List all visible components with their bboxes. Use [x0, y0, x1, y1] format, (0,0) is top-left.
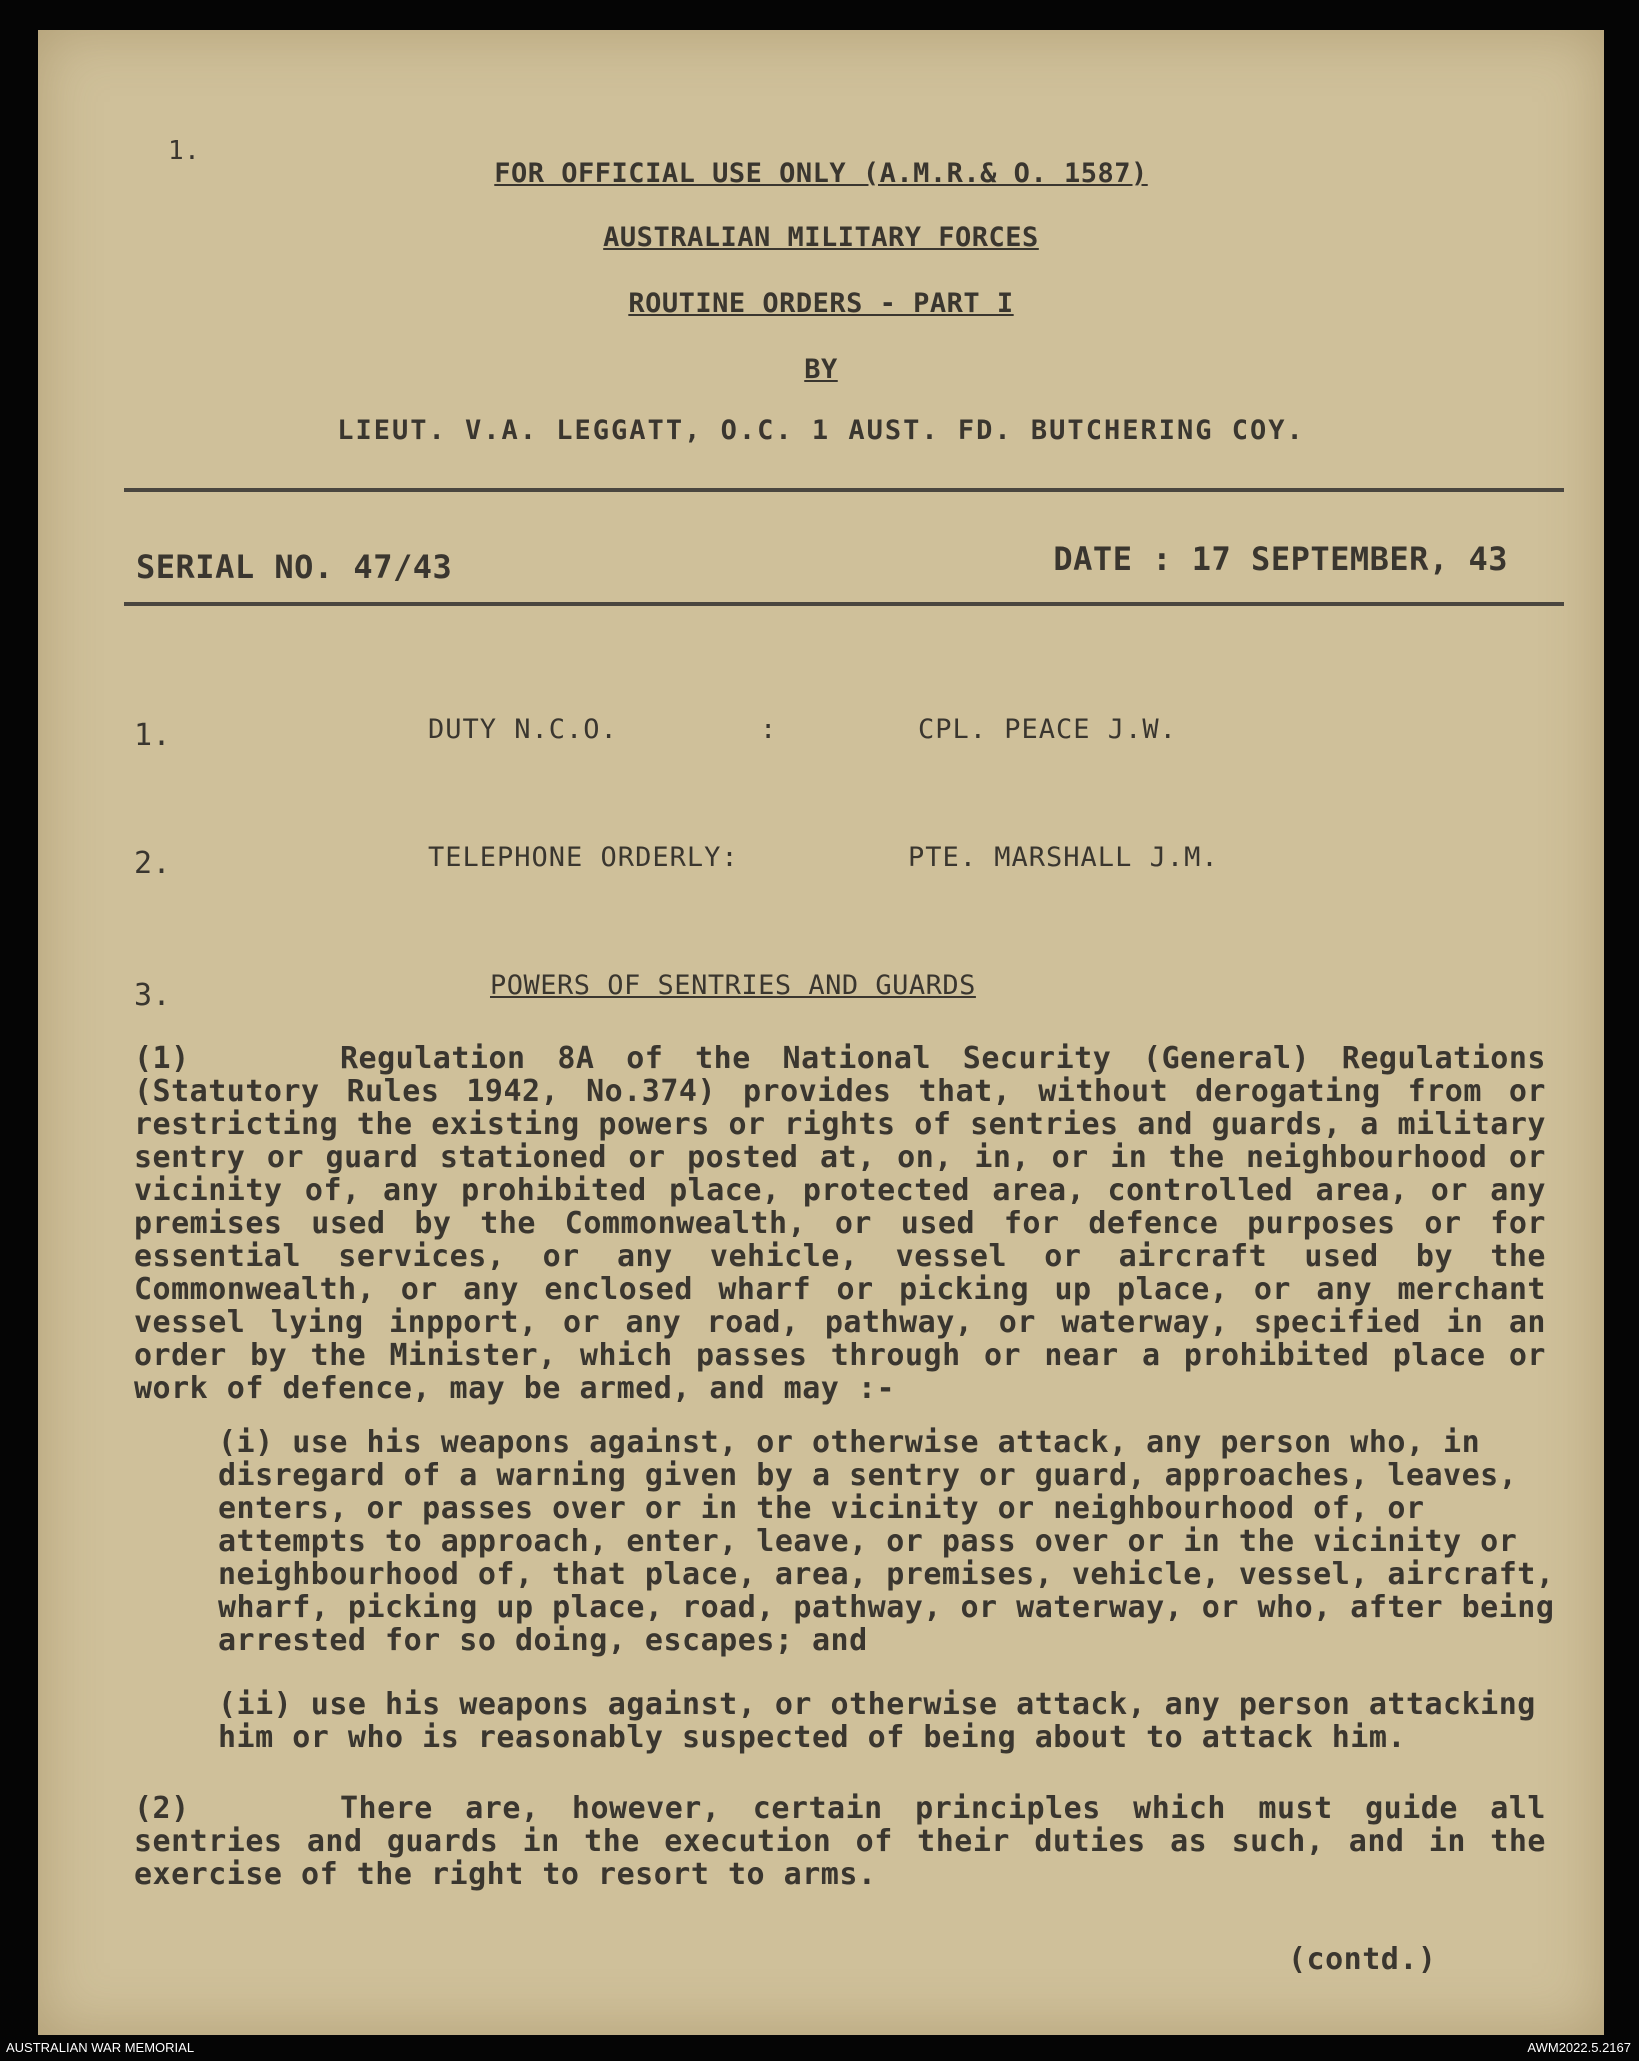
- continued-note: (contd.): [1288, 1942, 1437, 1977]
- paragraph-text: There are, however, certain principles which must guide all sentries and guards in the execution of their duties as such, and in the exercise of the right to resort to arms.: [134, 1791, 1546, 1892]
- orders-heading: ROUTINE ORDERS - PART I: [628, 288, 1014, 319]
- paragraph-2: [134, 1792, 1546, 1891]
- header-rule-top: [124, 488, 1564, 492]
- item-number: 2.: [134, 846, 172, 881]
- archive-credit: AUSTRALIAN WAR MEMORIAL: [6, 2040, 195, 2055]
- document-page: [38, 30, 1604, 2035]
- archive-reference: AWM2022.5.2167: [1527, 2040, 1631, 2055]
- order-date: DATE : 17 SEPTEMBER, 43: [1053, 540, 1508, 578]
- duty-nco-value: CPL. PEACE J.W.: [918, 714, 1177, 745]
- section-title: POWERS OF SENTRIES AND GUARDS: [490, 970, 976, 1001]
- paragraph-number: (1): [134, 1041, 190, 1076]
- classification-heading: FOR OFFICIAL USE ONLY (A.M.R.& O. 1587): [494, 158, 1148, 189]
- issuer-line: LIEUT. V.A. LEGGATT, O.C. 1 AUST. FD. BUTCHERING COY.: [337, 415, 1305, 446]
- serial-number: SERIAL NO. 47/43: [136, 548, 453, 586]
- item-number: 3.: [134, 978, 172, 1013]
- sub-paragraph-i: (i) use his weapons against, or otherwise attack, any person who, in disregard of a warning given by a sentry or guard, approaches, leaves, enters, or passes over or in the vicinity or neighbourhood of, or attempts to approach, enter, leave, or pass over or in the vicinity or neighbourhood of, that place, area, premises, vehicle, vessel, aircraft, wharf, picking up place, road, pathway, or waterway, or who, after being arrested for so doing, escapes; and: [218, 1425, 1555, 1658]
- forces-heading: AUSTRALIAN MILITARY FORCES: [603, 222, 1039, 253]
- paragraph-1: [134, 1042, 1546, 1405]
- paragraph-text: Regulation 8A of the National Security (General) Regulations (Statutory Rules 1942, No.374) provides that, without derogating from or restricting the existing powers or rights of sentries and guards, a military sentry or guard stationed or posted at, on, in, or in the neighbourhood or vicinity of, any prohibited place, protected area, controlled area, or any premises used by the Commonwealth, or used for defence purposes or for essential services, or any vehicle, vessel or aircraft used by the Commonwealth, or any enclosed wharf or picking up place, or any merchant vessel lying inpport, or any road, pathway, or waterway, specified in an order by the Minister, which passes through or near a prohibited place or work of defence, may be armed, and may :-: [134, 1041, 1546, 1406]
- page-mark: 1.: [168, 136, 201, 166]
- telephone-orderly-value: PTE. MARSHALL J.M.: [908, 842, 1219, 873]
- telephone-orderly-label: TELEPHONE ORDERLY:: [428, 842, 739, 873]
- sub-paragraph-ii: (ii) use his weapons against, or otherwise attack, any person attacking him or who is reasonably suspected of being about to attack him.: [218, 1687, 1536, 1755]
- duty-nco-label: DUTY N.C.O.: [428, 714, 618, 745]
- paragraph-number: (2): [134, 1791, 190, 1826]
- item-number: 1.: [134, 718, 172, 753]
- header-rule-bottom: [124, 602, 1564, 606]
- duty-nco-separator: :: [760, 714, 778, 745]
- by-heading: BY: [804, 354, 838, 385]
